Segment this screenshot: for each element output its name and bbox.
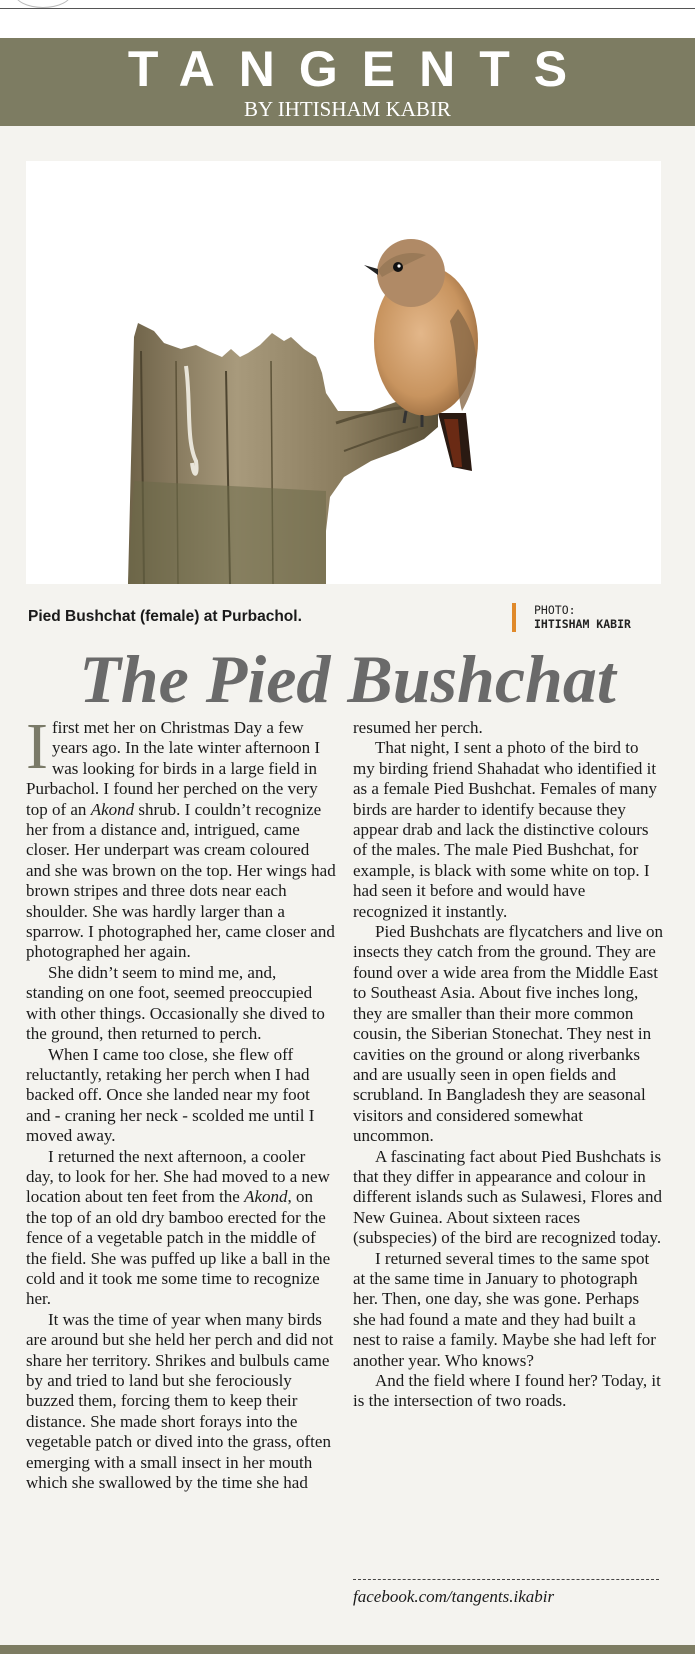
footer-dashed-rule <box>353 1579 659 1580</box>
paragraph-text: A fascinating fact about Pied Bushchats is that they differ in appearance and colour in different islands such as Sulawesi, Flores and New Guinea. About sixteen races (subspecies) of the bird are recognized today. <box>353 1146 662 1248</box>
paragraph-text: Pied Bushchats are flycatchers and live on insects they catch from the ground. They are found over a wide area from the Middle East to Southeast Asia. About five inches long, they are smaller than their more common cousin, the Siberian Stonechat. They nest in cavities on the ground or along riverbanks and are usually seen in open fields and scrubland. In Bangladesh they are seasonal visitors and considered somewhat uncommon. <box>353 922 663 1146</box>
credit-accent-bar <box>512 603 516 632</box>
paragraph-text: , on the top of an old dry bamboo erected for the fence of a vegetable patch in the middle of the field. She was puffed up like a ball in the cold and it took me some time to recognize her. <box>26 1187 331 1309</box>
article-paragraph <box>26 1310 336 1494</box>
article-paragraph <box>353 718 663 738</box>
photo-caption: Pied Bushchat (female) at Purbachol. <box>28 608 302 625</box>
paragraph-text: first met her on Christmas Day a few years ago. In the late winter afternoon I was looking for birds in a large field in Purbachol. I found her perched on the very top of an <box>26 718 321 819</box>
paragraph-text: When I came too close, she flew off reluctantly, retaking her perch when I had backed off. Once she landed near my foot and - craning her neck - scolded me until I moved away. <box>26 1044 315 1146</box>
tangents-banner <box>0 38 695 126</box>
facebook-link[interactable]: facebook.com/tangents.ikabir <box>353 1587 555 1606</box>
column-byline: BY IHTISHAM KABIR <box>244 97 451 121</box>
paragraph-text: And the field where I found her? Today, it is the intersection of two roads. <box>353 1371 661 1411</box>
masthead-logo-fragment <box>14 0 72 8</box>
paragraph-text: That night, I sent a photo of the bird to my birding friend Shahadat who identified it as a female Pied Bushchat. Females of many birds are harder to identify because they appear drab and lack the distinctive colours of the males. The male Pied Bushchat, for example, is black with some white on top. I had seen it before and would have recognized it instantly. <box>353 738 658 921</box>
article-column-left <box>26 710 336 1493</box>
italic-term: Akond <box>244 1187 288 1207</box>
top-rule <box>0 8 695 9</box>
paragraph-text: She didn’t seem to mind me, and, standing on one foot, seemed preoccupied with other things. Occasionally she dived to the ground, then returned to perch. <box>26 962 325 1044</box>
credit-name: IHTISHAM KABIR <box>534 617 631 631</box>
paragraph-text: I returned the next afternoon, a cooler day, to look for her. She had moved to a new location about ten feet from the <box>26 1146 330 1207</box>
article-paragraph <box>353 1371 663 1412</box>
article-paragraph <box>353 922 663 1146</box>
paragraph-text: shrub. I couldn’t recognize her from a distance and, intrigued, came closer. Her underpart was cream coloured and she was brown on the top. Her wings had brown stripes and three dots near each shoulder. She was hardly larger than a sparrow. I photographed her, came closer and photographed her again. <box>26 799 336 962</box>
article-paragraph <box>26 963 336 1045</box>
article-headline: The Pied Bushchat <box>79 641 616 717</box>
bird-photo <box>26 161 661 584</box>
article-column-right <box>353 718 663 1412</box>
bottom-band <box>0 1645 695 1654</box>
paragraph-text: I returned several times to the same spot at the same time in January to photograph her. Then, one day, she was gone. Perhaps she had found a mate and they had built a nest to raise a family. Maybe she had left for another year. Who knows? <box>353 1248 656 1370</box>
article-paragraph <box>353 1147 663 1249</box>
paragraph-text: It was the time of year when many birds are around but she held her perch and did not share her territory. Shrikes and bulbuls came by and tried to land but she ferociously buzzed them, forcing them to keep their distance. She made short forays into the vegetable patch or dived into the grass, often emerging with a small insect in her mouth which she swallowed by the time she had <box>26 1309 334 1493</box>
italic-term: Akond <box>90 799 135 819</box>
photo-credit <box>534 603 631 631</box>
article-paragraph <box>353 1249 663 1371</box>
article-paragraph <box>26 1147 336 1310</box>
paragraph-text: resumed her perch. <box>353 718 483 737</box>
article-paragraph <box>26 1045 336 1147</box>
article-paragraph <box>26 710 336 963</box>
article-paragraph <box>353 738 663 922</box>
pied-bushchat-illustration <box>26 161 661 584</box>
column-title: TANGENTS <box>127 41 592 97</box>
drop-cap: I <box>26 710 48 783</box>
credit-label: PHOTO: <box>534 603 576 617</box>
